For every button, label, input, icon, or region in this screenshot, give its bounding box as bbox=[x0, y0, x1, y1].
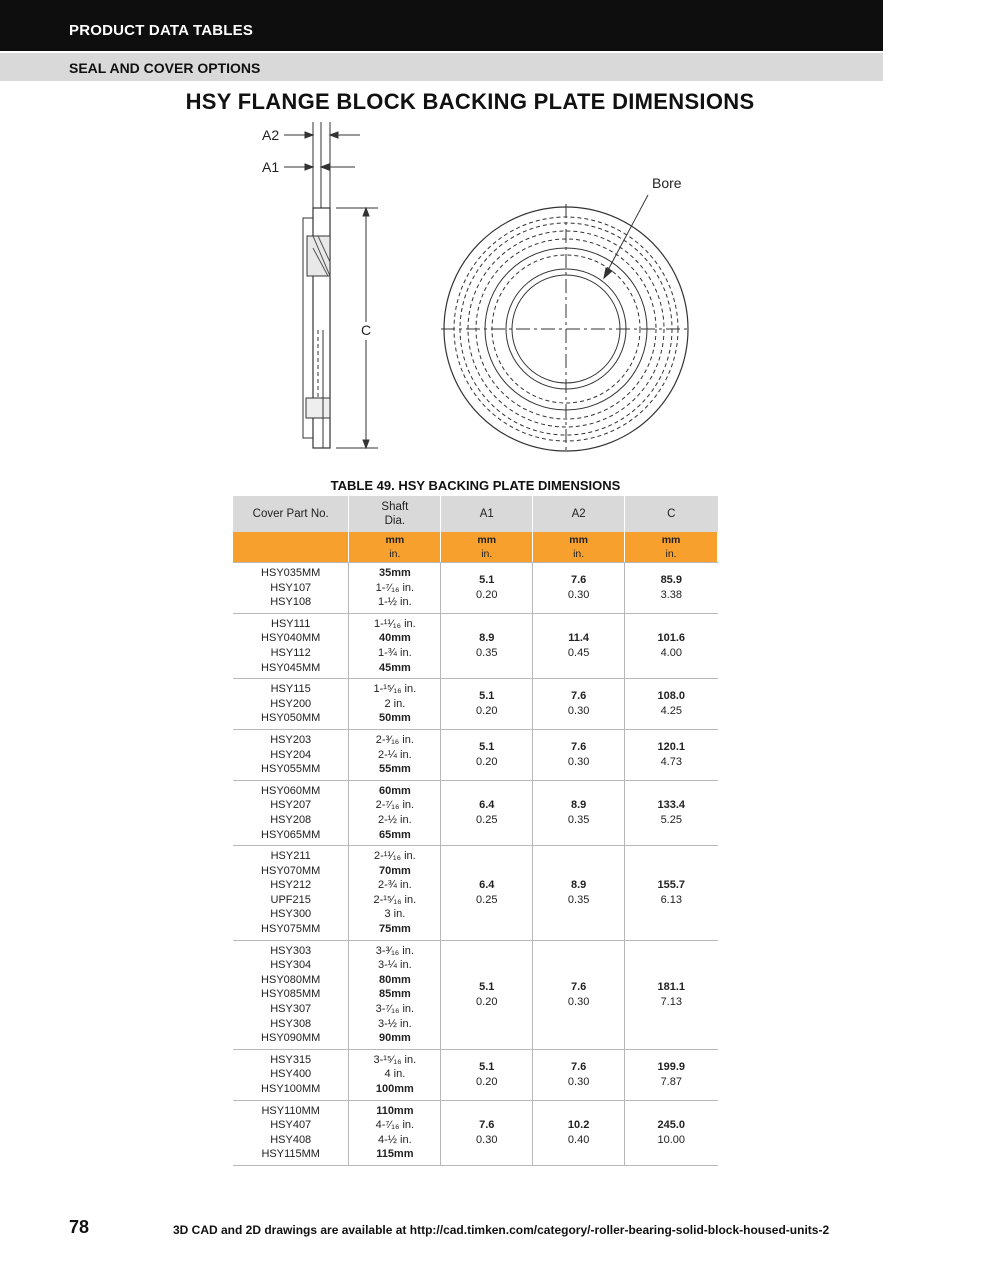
cell-a2 bbox=[533, 780, 625, 845]
cell-cover-part-no bbox=[233, 563, 349, 614]
unit-in: in. bbox=[573, 548, 585, 560]
part-number: HSY212 bbox=[270, 879, 312, 892]
table-row bbox=[233, 940, 718, 1049]
header-a2: A2 bbox=[533, 496, 625, 532]
part-number: HSY075MM bbox=[261, 923, 321, 936]
cell-a1 bbox=[441, 780, 533, 845]
part-number: HSY203 bbox=[270, 733, 312, 746]
shaft-diameter: 4-½ in. bbox=[378, 1133, 412, 1146]
a2-in-value: 0.35 bbox=[567, 893, 590, 906]
cell-a1 bbox=[441, 1100, 533, 1165]
header-shaft-dia bbox=[349, 496, 441, 532]
c-mm-value: 120.1 bbox=[657, 741, 686, 754]
page-title: HSY FLANGE BLOCK BACKING PLATE DIMENSIONS bbox=[185, 89, 755, 114]
c-mm-value: 85.9 bbox=[660, 574, 682, 587]
shaft-diameter: 65mm bbox=[378, 828, 411, 841]
a1-mm-value: 6.4 bbox=[479, 799, 495, 812]
a1-in-value: 0.25 bbox=[476, 813, 498, 826]
part-number: HSY115MM bbox=[261, 1148, 320, 1161]
table-row bbox=[233, 563, 718, 614]
shaft-diameter: 75mm bbox=[378, 923, 411, 936]
table-caption: TABLE 49. HSY BACKING PLATE DIMENSIONS bbox=[330, 478, 621, 493]
part-number: HSY303 bbox=[270, 944, 312, 957]
cell-a2 bbox=[533, 613, 625, 678]
cell-a1 bbox=[441, 940, 533, 1049]
cell-a1 bbox=[441, 563, 533, 614]
a1-mm-value: 5.1 bbox=[479, 1061, 495, 1074]
shaft-diameter: 40mm bbox=[378, 632, 411, 645]
shaft-diameter: 3-¼ in. bbox=[378, 959, 412, 972]
a2-in-value: 0.40 bbox=[567, 1133, 590, 1146]
c-in-value: 3.38 bbox=[660, 588, 682, 601]
a1-mm-value: 6.4 bbox=[479, 879, 495, 892]
cell-c bbox=[625, 563, 718, 614]
shaft-diameter: 4-⁷⁄₁₆ in. bbox=[375, 1119, 415, 1132]
cell-cover-part-no bbox=[233, 846, 349, 941]
page-number: 78 bbox=[69, 1217, 90, 1237]
c-mm-value: 133.4 bbox=[657, 799, 686, 812]
unit-in: in. bbox=[389, 548, 401, 560]
units-cell-shaft bbox=[349, 532, 441, 563]
a2-in-value: 0.30 bbox=[567, 1075, 590, 1088]
a2-in-value: 0.35 bbox=[567, 813, 590, 826]
a2-mm-value: 8.9 bbox=[570, 879, 587, 892]
cell-c bbox=[625, 1100, 718, 1165]
units-cell-a1 bbox=[441, 532, 533, 563]
shaft-diameter: 2-¼ in. bbox=[378, 748, 412, 761]
part-number: HSY307 bbox=[270, 1003, 312, 1016]
a2-mm-value: 7.6 bbox=[570, 981, 587, 994]
a1-mm-value: 8.9 bbox=[479, 632, 495, 645]
units-cell-c bbox=[625, 532, 718, 563]
a2-in-value: 0.45 bbox=[567, 646, 590, 659]
a1-mm-value: 7.6 bbox=[479, 1119, 495, 1132]
units-row bbox=[233, 532, 718, 563]
c-in-value: 7.87 bbox=[660, 1075, 682, 1088]
cell-a1 bbox=[441, 679, 533, 730]
cell-cover-part-no bbox=[233, 940, 349, 1049]
cell-a2 bbox=[533, 1100, 625, 1165]
part-number: HSY100MM bbox=[261, 1083, 321, 1095]
part-number: HSY200 bbox=[270, 697, 312, 710]
cell-cover-part-no bbox=[233, 1049, 349, 1100]
bore-label: Bore bbox=[652, 175, 682, 191]
shaft-diameter: 3-⁷⁄₁₆ in. bbox=[375, 1003, 415, 1016]
dimension-label-a2: A2 bbox=[262, 127, 280, 143]
a1-in-value: 0.20 bbox=[476, 588, 498, 601]
part-number: UPF215 bbox=[270, 893, 311, 906]
cell-shaft-dia bbox=[349, 846, 441, 941]
part-number: HSY308 bbox=[270, 1017, 312, 1030]
part-number: HSY211 bbox=[270, 850, 311, 863]
header-shaft-dia-label: Shaft Dia. bbox=[381, 501, 409, 527]
cell-shaft-dia bbox=[349, 563, 441, 614]
part-number: HSY208 bbox=[270, 813, 312, 826]
cell-shaft-dia bbox=[349, 940, 441, 1049]
c-mm-value: 199.9 bbox=[657, 1061, 686, 1074]
header-a1: A1 bbox=[441, 496, 533, 532]
part-number: HSY207 bbox=[270, 799, 312, 812]
cell-a1 bbox=[441, 846, 533, 941]
table-row bbox=[233, 679, 718, 730]
cell-shaft-dia bbox=[349, 613, 441, 678]
part-number: HSY040MM bbox=[261, 632, 321, 645]
shaft-diameter: 1-½ in. bbox=[378, 596, 412, 609]
shaft-diameter: 2-¹¹⁄₁₆ in. bbox=[373, 850, 416, 863]
cell-c bbox=[625, 679, 718, 730]
part-number: HSY115 bbox=[270, 683, 311, 696]
c-in-value: 10.00 bbox=[657, 1133, 686, 1146]
a1-mm-value: 5.1 bbox=[479, 574, 495, 587]
shaft-diameter: 100mm bbox=[375, 1083, 414, 1095]
shaft-diameter: 3-¹⁵⁄₁₆ in. bbox=[373, 1053, 417, 1066]
c-mm-value: 155.7 bbox=[657, 879, 686, 892]
cell-shaft-dia bbox=[349, 679, 441, 730]
a1-in-value: 0.20 bbox=[476, 705, 498, 718]
unit-mm: mm bbox=[477, 534, 497, 546]
unit-in: in. bbox=[481, 548, 493, 560]
cell-c bbox=[625, 940, 718, 1049]
unit-in: in. bbox=[665, 548, 677, 560]
cell-shaft-dia bbox=[349, 1100, 441, 1165]
c-in-value: 4.00 bbox=[660, 646, 682, 659]
shaft-diameter: 115mm bbox=[376, 1148, 414, 1161]
part-number: HSY111 bbox=[271, 617, 311, 630]
part-number: HSY045MM bbox=[261, 661, 321, 674]
shaft-diameter: 2 in. bbox=[384, 697, 406, 710]
part-number: HSY060MM bbox=[261, 784, 321, 797]
shaft-diameter: 70mm bbox=[378, 864, 411, 877]
shaft-diameter: 1-¹¹⁄₁₆ in. bbox=[373, 617, 416, 630]
table-row bbox=[233, 1049, 718, 1100]
cell-a1 bbox=[441, 729, 533, 780]
shaft-diameter: 35mm bbox=[378, 567, 411, 579]
unit-mm: mm bbox=[661, 534, 681, 546]
shaft-diameter: 3 in. bbox=[384, 908, 406, 921]
part-number: HSY108 bbox=[270, 596, 312, 609]
table-row bbox=[233, 729, 718, 780]
a2-in-value: 0.30 bbox=[567, 588, 590, 601]
shaft-diameter: 90mm bbox=[378, 1032, 411, 1045]
a2-mm-value: 7.6 bbox=[570, 1061, 587, 1074]
a1-in-value: 0.35 bbox=[476, 646, 498, 659]
part-number: HSY085MM bbox=[261, 988, 321, 1001]
cell-cover-part-no bbox=[233, 729, 349, 780]
table-row bbox=[233, 1100, 718, 1165]
table-body bbox=[233, 563, 718, 1166]
cell-a2 bbox=[533, 940, 625, 1049]
unit-mm: mm bbox=[569, 534, 588, 546]
part-number: HSY408 bbox=[270, 1133, 312, 1146]
cell-a2 bbox=[533, 1049, 625, 1100]
a2-in-value: 0.30 bbox=[567, 705, 590, 718]
part-number: HSY304 bbox=[270, 959, 312, 972]
dimension-label-a1: A1 bbox=[262, 159, 280, 175]
part-number: HSY407 bbox=[270, 1119, 312, 1132]
units-cell-a2 bbox=[533, 532, 625, 563]
shaft-diameter: 2-½ in. bbox=[378, 813, 412, 826]
cell-a1 bbox=[441, 613, 533, 678]
shaft-diameter: 85mm bbox=[378, 988, 411, 1001]
cell-c bbox=[625, 1049, 718, 1100]
shaft-diameter: 1-¾ in. bbox=[378, 646, 412, 659]
table-row bbox=[233, 613, 718, 678]
a2-mm-value: 10.2 bbox=[567, 1119, 590, 1132]
shaft-diameter: 80mm bbox=[378, 973, 411, 986]
cell-shaft-dia bbox=[349, 1049, 441, 1100]
cell-cover-part-no bbox=[233, 679, 349, 730]
table-row bbox=[233, 846, 718, 941]
part-number: HSY050MM bbox=[261, 712, 321, 725]
a1-in-value: 0.30 bbox=[476, 1133, 498, 1146]
part-number: HSY204 bbox=[270, 748, 312, 761]
section-title: PRODUCT DATA TABLES bbox=[69, 22, 254, 39]
a2-mm-value: 8.9 bbox=[570, 799, 587, 812]
a1-in-value: 0.20 bbox=[476, 995, 498, 1008]
cell-shaft-dia bbox=[349, 780, 441, 845]
part-number: HSY110MM bbox=[261, 1104, 320, 1117]
shaft-diameter: 2-³⁄₁₆ in. bbox=[375, 733, 414, 746]
dimension-label-c: C bbox=[361, 322, 372, 338]
unit-mm: mm bbox=[385, 534, 405, 546]
a2-mm-value: 7.6 bbox=[570, 741, 587, 754]
part-number: HSY035MM bbox=[261, 567, 321, 579]
header-c: C bbox=[625, 496, 718, 532]
part-number: HSY112 bbox=[270, 646, 311, 659]
shaft-diameter: 3-½ in. bbox=[378, 1017, 412, 1030]
backing-plate-dimensions-table bbox=[233, 496, 718, 1166]
shaft-diameter: 45mm bbox=[378, 661, 411, 674]
cell-a2 bbox=[533, 679, 625, 730]
table-row bbox=[233, 780, 718, 845]
a2-in-value: 0.30 bbox=[567, 755, 590, 768]
cell-a2 bbox=[533, 729, 625, 780]
header-cover-part-no: Cover Part No. bbox=[233, 496, 349, 532]
a2-mm-value: 11.4 bbox=[568, 632, 590, 645]
a1-in-value: 0.20 bbox=[476, 755, 498, 768]
cell-cover-part-no bbox=[233, 613, 349, 678]
section-header-bar bbox=[0, 0, 883, 51]
backing-plate-diagram bbox=[230, 118, 700, 463]
footer-note: 3D CAD and 2D drawings are available at http://cad.timken.com/category/-roller-bearing-solid-block-housed-units-2 bbox=[173, 1223, 830, 1237]
shaft-diameter: 4 in. bbox=[384, 1068, 406, 1081]
shaft-diameter: 2-⁷⁄₁₆ in. bbox=[375, 799, 415, 812]
subsection-title: SEAL AND COVER OPTIONS bbox=[69, 60, 261, 76]
shaft-diameter: 1-¹⁵⁄₁₆ in. bbox=[373, 683, 417, 696]
c-in-value: 5.25 bbox=[660, 813, 682, 826]
shaft-diameter: 60mm bbox=[378, 784, 411, 797]
part-number: HSY065MM bbox=[261, 828, 321, 841]
c-in-value: 6.13 bbox=[660, 893, 682, 906]
cell-a1 bbox=[441, 1049, 533, 1100]
cell-a2 bbox=[533, 846, 625, 941]
a2-mm-value: 7.6 bbox=[570, 690, 587, 703]
cell-a2 bbox=[533, 563, 625, 614]
a1-mm-value: 5.1 bbox=[479, 981, 495, 994]
cell-cover-part-no bbox=[233, 1100, 349, 1165]
cell-c bbox=[625, 780, 718, 845]
shaft-diameter: 110mm bbox=[376, 1104, 414, 1117]
c-in-value: 4.25 bbox=[660, 705, 682, 718]
subsection-header-bar bbox=[0, 53, 883, 81]
a1-in-value: 0.20 bbox=[476, 1075, 498, 1088]
cell-c bbox=[625, 729, 718, 780]
cell-c bbox=[625, 846, 718, 941]
c-mm-value: 245.0 bbox=[657, 1119, 686, 1132]
units-cell-blank bbox=[233, 532, 349, 563]
c-mm-value: 101.6 bbox=[657, 632, 686, 645]
a2-mm-value: 7.6 bbox=[570, 574, 587, 587]
shaft-diameter: 50mm bbox=[378, 712, 411, 725]
cell-c bbox=[625, 613, 718, 678]
c-mm-value: 108.0 bbox=[657, 690, 686, 703]
a1-mm-value: 5.1 bbox=[479, 690, 495, 703]
part-number: HSY055MM bbox=[261, 763, 321, 776]
part-number: HSY070MM bbox=[261, 864, 321, 877]
shaft-diameter: 2-¹⁵⁄₁₆ in. bbox=[373, 893, 417, 906]
shaft-diameter: 55mm bbox=[378, 763, 411, 776]
a1-in-value: 0.25 bbox=[476, 893, 498, 906]
table-header-row bbox=[233, 496, 718, 532]
c-in-value: 4.73 bbox=[660, 755, 682, 768]
shaft-diameter: 1-⁷⁄₁₆ in. bbox=[375, 581, 415, 594]
part-number: HSY300 bbox=[270, 908, 312, 921]
part-number: HSY107 bbox=[270, 581, 312, 594]
shaft-diameter: 2-¾ in. bbox=[378, 879, 412, 892]
a2-in-value: 0.30 bbox=[567, 995, 590, 1008]
part-number: HSY090MM bbox=[261, 1032, 321, 1045]
cell-cover-part-no bbox=[233, 780, 349, 845]
c-mm-value: 181.1 bbox=[657, 981, 686, 994]
c-in-value: 7.13 bbox=[660, 995, 682, 1008]
a1-mm-value: 5.1 bbox=[479, 741, 495, 754]
part-number: HSY400 bbox=[270, 1068, 312, 1081]
shaft-diameter: 3-³⁄₁₆ in. bbox=[375, 944, 414, 957]
part-number: HSY315 bbox=[270, 1053, 312, 1066]
cell-shaft-dia bbox=[349, 729, 441, 780]
part-number: HSY080MM bbox=[261, 973, 321, 986]
